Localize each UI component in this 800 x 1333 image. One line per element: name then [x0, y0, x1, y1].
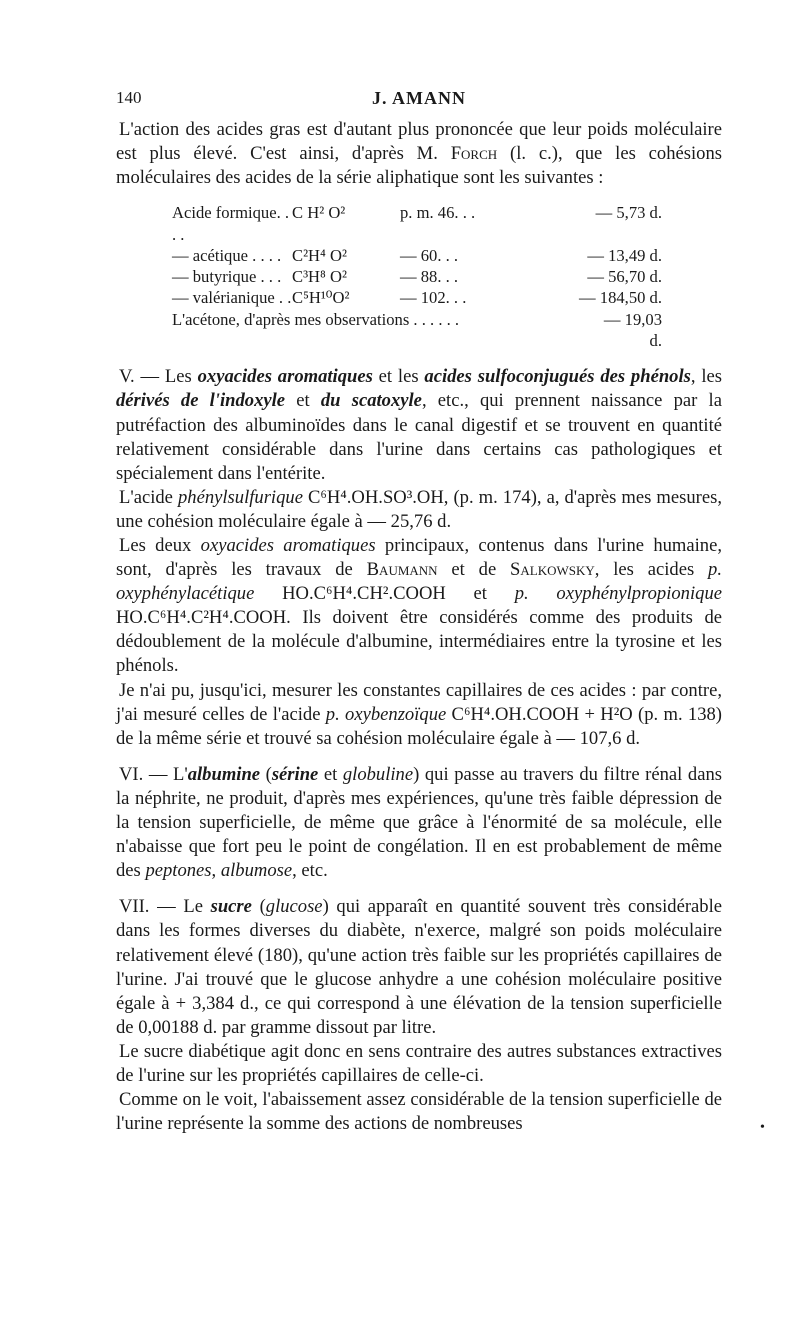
- oxyacids-paragraph: Les deux oxyacides aromatiques principaux, contenus dans l'urine humaine, sont, d'après les travaux de Baumann et de Salkowsky, les acides p. oxyphénylacétique HO.C⁶H⁴.CH².COOH et p. oxyphénylpropionique HO.C⁶H⁴.C²H⁴.COOH. Ils doivent être considérés comme des produits de dédoublement de la molécule d'albumine, intermédiaires entre la tyrosine et les phénols.: [116, 535, 722, 677]
- section-vi-paragraph: VI. — L'albumine (sérine et globuline) qui passe au travers du filtre rénal dans la néphrite, ne produit, d'après mes expériences, qu'une très faible dépression de la tension superficielle, de même que grâce à l'énormité de sa molécule, elle n'abaisse que fort peu le point de congélation. Il en est probablement de même des peptones, albumose, etc.: [116, 763, 722, 882]
- running-head: J. AMANN: [372, 88, 466, 108]
- table-row: — acétique . . . . C²H⁴ O² — 60. . . — 13,49 d.: [172, 245, 662, 265]
- table-row-acetone: L'acétone, d'après mes observations . . . . . . — 19,03 d.: [172, 309, 662, 351]
- oxybenzoic-paragraph: Je n'ai pu, jusqu'ici, mesurer les constantes capillaires de ces acides : par contre, j'ai mesuré celles de l'acide p. oxybenzoïque C⁶H⁴.OH.COOH + H²O (p. m. 138) de la même série et trouvé sa cohésion moléculaire égale à — 107,6 d.: [116, 679, 722, 749]
- intro-paragraph: L'action des acides gras est d'autant plus prononcée que leur poids moléculaire est plus élevé. C'est ainsi, d'après M. Forch (l. c.), que les cohésions moléculaires des acides de la série aliphatique sont les suivantes :: [116, 119, 722, 189]
- table-row: — butyrique . . . C³H⁸ O² — 88. . . — 56,70 d.: [172, 267, 662, 287]
- page-number: 140: [116, 88, 142, 107]
- table-row: Acide formique. . . . C H² O² p. m. 46. . . — 5,73 d.: [172, 203, 662, 244]
- page-header: [116, 88, 722, 118]
- margin-mark: •: [760, 1120, 765, 1135]
- phenylsulfuric-paragraph: L'acide phénylsulfurique C⁶H⁴.OH.SO³.OH, (p. m. 174), a, d'après mes mesures, une cohésion moléculaire égale à — 25,76 d.: [116, 486, 722, 532]
- table-row: — valérianique . . C⁵H¹⁰O² — 102. . . — 184,50 d.: [172, 288, 662, 308]
- conclusion-paragraph: Comme on le voit, l'abaissement assez considérable de la tension superficielle de l'urine représente la somme des actions de nombreuses: [116, 1089, 722, 1135]
- diabetic-sugar-paragraph: Le sucre diabétique agit donc en sens contraire des autres substances extractives de l'urine sur les propriétés capillaires de celle-ci.: [116, 1040, 722, 1086]
- page: [116, 88, 722, 1136]
- cohesion-table: [172, 202, 722, 351]
- section-v-paragraph: V. — Les oxyacides aromatiques et les acides sulfoconjugués des phénols, les dérivés de l'indoxyle et du scatoxyle, etc., qui prennent naissance par la putréfaction des albuminoïdes dans le canal digestif et se trouvent en quantité relativement considérable dans l'urine dans certains cas pathologiques et spécialement dans l'entérite.: [116, 366, 723, 484]
- section-vii-paragraph: VII. — Le sucre (glucose) qui apparaît en quantité souvent très considérable dans les formes diverses du diabète, n'exerce, malgré son poids moléculaire relativement élevé (180), qu'une action très faible sur les propriétés capillaires de l'urine. J'ai trouvé que le glucose anhydre a une cohésion moléculaire positive égale à + 3,384 d., ce qui correspond à une élévation de la tension superficielle de 0,00188 d. par gramme dissout par litre.: [116, 896, 722, 1038]
